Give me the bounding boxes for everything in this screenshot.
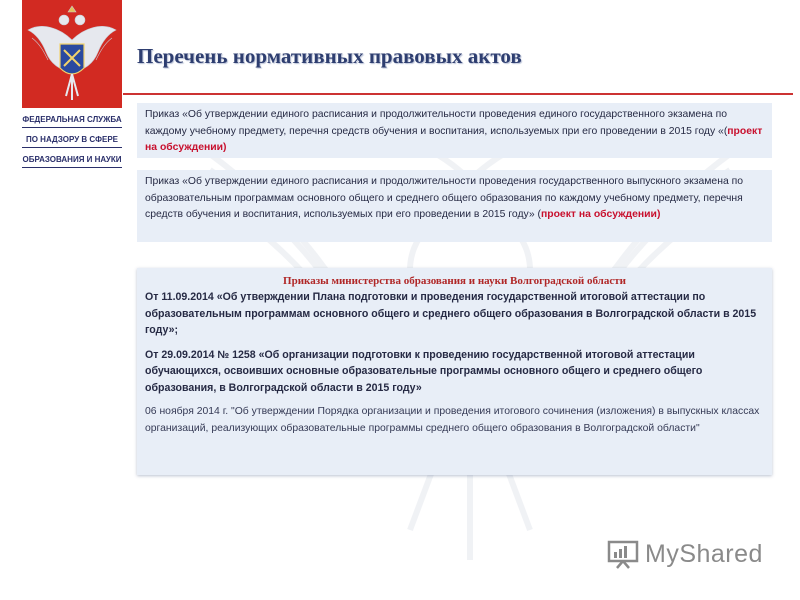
agency-line: ОБРАЗОВАНИЯ И НАУКИ [22, 152, 122, 168]
order-close: ) [656, 209, 661, 220]
myshared-logo-icon [607, 539, 639, 569]
agency-line: ФЕДЕРАЛЬНАЯ СЛУЖБА [22, 112, 122, 128]
agency-name [22, 112, 122, 172]
order-item: От 11.09.2014 «Об утверждении Плана подготовки и проведения государственной итоговой аттестации по образовательным программам основного общего и среднего общего образования в Волгоградской области в 2015 году»; [145, 291, 757, 336]
logo-block [22, 0, 122, 108]
myshared-text: MyShared [645, 539, 763, 568]
draft-link[interactable]: проект на обсуждении [540, 209, 657, 220]
order-box-gve [137, 170, 772, 242]
section-heading: Приказы министерства образования и науки Волгоградской области [283, 275, 626, 287]
order-text: Приказ «Об утверждении единого расписания и продолжительности проведения государственного выпускного экзамена по образовательным программам основного общего и среднего общего образования по каждому учебному предмету, перечня средств обучения и воспитания, используемых при его проведении в 2015 году» ( [145, 176, 744, 220]
agency-line: ПО НАДЗОРУ В СФЕРЕ [22, 132, 122, 148]
order-item: От 29.09.2014 № 1258 «Об организации подготовки к проведению государственной итоговой аттестации обучающихся, освоивших основные образовательные программы основного общего и среднего общего образования, в Волгоградской области в 2015 году» [145, 348, 703, 394]
eagle-emblem-icon [22, 0, 122, 108]
regional-orders-box [137, 268, 772, 475]
draft-link[interactable]: проект на обсуждении [145, 125, 763, 153]
order-text: Приказ «Об утверждении единого расписания и продолжительности проведения единого государственного экзамена по каждому учебному предмету, перечня средств обучения и воспитания, используемых при его проведении в 2015 году «( [145, 109, 728, 137]
order-close: ) [223, 142, 227, 153]
title-divider [123, 93, 793, 95]
order-item: 06 ноября 2014 г. "Об утверждении Порядка организации и проведения итогового сочинения (изложения) в выпускных классах организаций, реализующих образовательные программы среднего общего образования в Волгоградской области" [145, 406, 760, 434]
myshared-watermark [607, 536, 763, 572]
page-title: Перечень нормативных правовых актов [137, 44, 522, 68]
order-box-ege [137, 103, 772, 158]
